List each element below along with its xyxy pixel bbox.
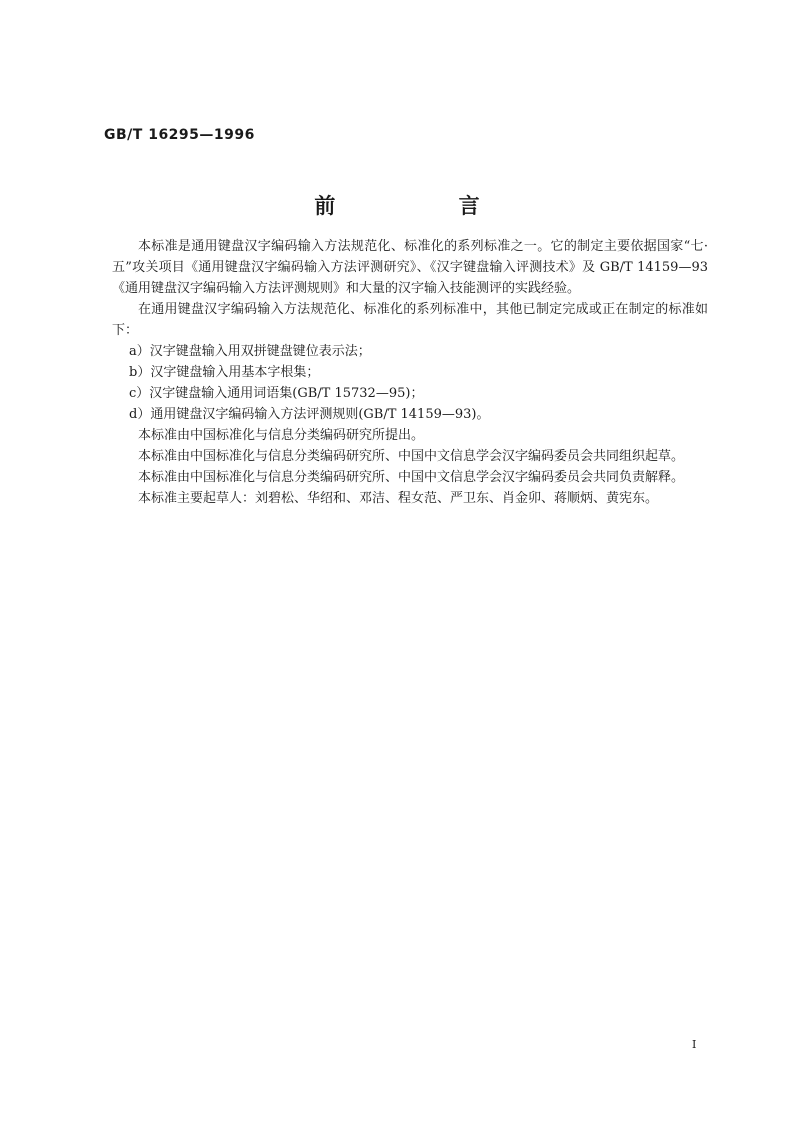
series-paragraph: 在通用键盘汉字编码输入方法规范化、标准化的系列标准中，其他已制定完成或正在制定的标准如下：	[112, 302, 708, 338]
list-item: c）汉字键盘输入通用词语集(GB/T 15732—95)；	[129, 386, 424, 401]
page-title: 前 言	[314, 193, 538, 218]
drafting-org-paragraph: 本标准由中国标准化与信息分类编码研究所、中国中文信息学会汉字编码委员会共同组织起草。	[138, 449, 685, 464]
list-item: b）汉字键盘输入用基本字根集；	[129, 365, 320, 380]
page-number: I	[692, 1038, 697, 1051]
drafters-paragraph: 本标准主要起草人：刘碧松、华绍和、邓洁、程女范、严卫东、肖金卯、蒋顺炳、黄宪东。	[138, 491, 659, 506]
intro-paragraph: 本标准是通用键盘汉字编码输入方法规范化、标准化的系列标准之一。它的制定主要依据国家“七·五”攻关项目《通用键盘汉字编码输入方法评测研究》、《汉字键盘输入评测技术》及 GB/T 14159—93《通用键盘汉字编码输入方法评测规则》和大量的汉字输入技能测评的实践经验。	[112, 239, 708, 296]
interpretation-paragraph: 本标准由中国标准化与信息分类编码研究所、中国中文信息学会汉字编码委员会共同负责解释。	[138, 470, 685, 485]
list-item: d）通用键盘汉字编码输入方法评测规则(GB/T 14159—93)。	[129, 407, 490, 422]
document-body	[112, 236, 708, 509]
list-item: a）汉字键盘输入用双拼键盘键位表示法；	[129, 344, 371, 359]
standard-number: GB/T 16295—1996	[104, 127, 255, 143]
proposer-paragraph: 本标准由中国标准化与信息分类编码研究所提出。	[138, 428, 425, 443]
